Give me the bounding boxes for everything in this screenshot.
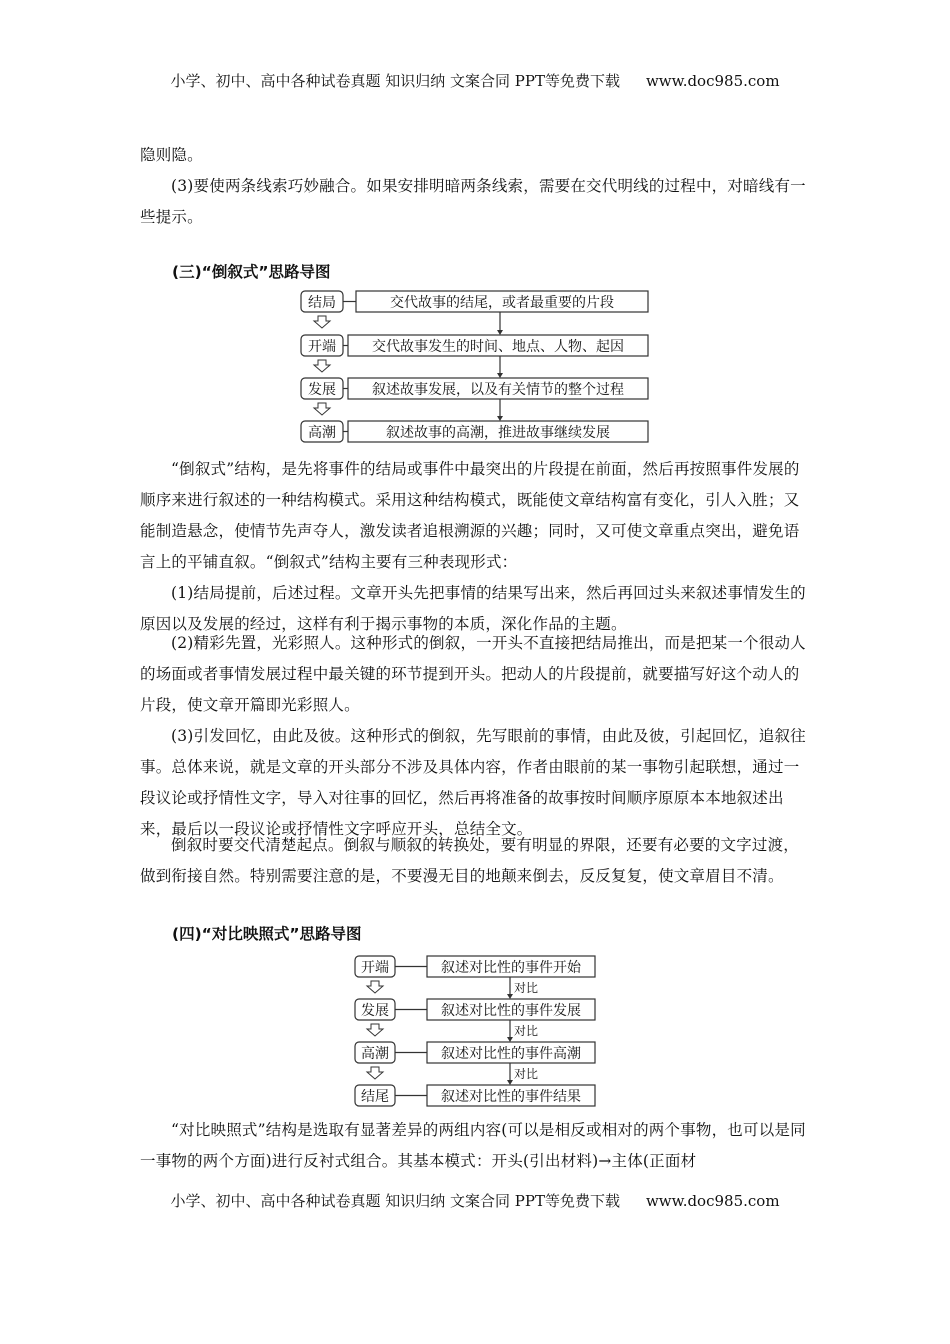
page-footer: [0, 1190, 950, 1211]
d1-stage-4: 高潮: [308, 425, 336, 441]
d1-desc-4: 叙述故事的高潮，推进故事继续发展: [386, 425, 610, 441]
section3-form3: (3)引发回忆，由此及彼。这种形式的倒叙，先写眼前的事情，由此及彼，引起回忆，追叙往事。总体来说，就是文章的开头部分不涉及具体内容，作者由眼前的某一事物引起联想，通过一段议论或抒情性文字，导入对往事的回忆，然后再将准备的故事按时间顺序原原本本地叙述出来，最后以一段议论或抒情性文字呼应开头，总结全文。: [140, 727, 806, 838]
section3-note: 倒叙时要交代清楚起点。倒叙与顺叙的转换处，要有明显的界限，还要有必要的文字过渡，做到衔接自然。特别需要注意的是，不要漫无目的地颠来倒去，反反复复，使文章眉目不清。: [140, 836, 800, 885]
section3-form1: (1)结局提前，后述过程。文章开头先把事情的结果写出来，然后再回过头来叙述事情发生的原因以及发展的经过，这样有利于揭示事物的本质，深化作品的主题。: [140, 584, 806, 633]
paragraph-3: (3)要使两条线索巧妙融合。如果安排明暗两条线索，需要在交代明线的过程中，对暗线有一些提示。: [140, 177, 806, 226]
d2-link-label-1: 对比: [514, 981, 539, 995]
section3-form2: (2)精彩先置，光彩照人。这种形式的倒叙，一开头不直接把结局推出，而是把某一个很动人的场面或者事情发展过程中最关键的环节提到开头。把动人的片段提前，就要描写好这个动人的片段，使文章开篇即光彩照人。: [140, 634, 806, 714]
d1-desc-3: 叙述故事发展，以及有关情节的整个过程: [372, 382, 624, 398]
header-url[interactable]: www.doc985.com: [645, 72, 780, 90]
d1-arrow-3: [497, 416, 503, 421]
d2-link-label-2: 对比: [514, 1024, 539, 1038]
d2-desc-1: 叙述对比性的事件开始: [441, 960, 581, 976]
d2-arrow-1: [507, 994, 513, 999]
d1-stage-2: 开端: [308, 339, 336, 355]
d1-stage-3: 发展: [308, 382, 336, 398]
page-header: [0, 70, 950, 91]
d1-desc-2: 交代故事发生的时间、地点、人物、起因: [372, 339, 624, 355]
d2-arrow-2: [507, 1037, 513, 1042]
d1-arrow-2: [497, 373, 503, 378]
section4-intro: “对比映照式”结构是选取有显著差异的两组内容(可以是相反或相对的两个事物，也可以是同一事物的两个方面)进行反衬式组合。其基本模式：开头(引出材料)→主体(正面材: [140, 1121, 806, 1170]
footer-text: 小学、初中、高中各种试卷真题 知识归纳 文案合同 PPT等免费下载: [170, 1192, 620, 1210]
d2-stage-3: 高潮: [361, 1046, 389, 1062]
d2-desc-3: 叙述对比性的事件高潮: [441, 1046, 581, 1062]
d1-stage-1: 结局: [308, 295, 336, 311]
section3-intro: “倒叙式”结构，是先将事件的结局或事件中最突出的片段提在前面，然后再按照事件发展的顺序来进行叙述的一种结构模式。采用这种结构模式，既能使文章结构富有变化，引人入胜；又能制造悬念，使情节先声夺人，激发读者追根溯源的兴趣；同时，又可使文章重点突出，避免语言上的平铺直叙。“倒叙式”结构主要有三种表现形式：: [140, 460, 800, 571]
section4-heading: (四)“对比映照式”思路导图: [172, 925, 362, 943]
down-arrow-icon: [367, 1067, 383, 1079]
section3-heading: (三)“倒叙式”思路导图: [172, 263, 331, 281]
d2-desc-4: 叙述对比性的事件结果: [441, 1089, 581, 1105]
d2-stage-4: 结尾: [361, 1089, 389, 1105]
flashback-diagram: [296, 286, 656, 446]
top-fragment: 隐则隐。: [140, 146, 203, 164]
down-arrow-icon: [314, 360, 330, 372]
d1-desc-1: 交代故事的结尾，或者最重要的片段: [390, 295, 614, 311]
down-arrow-icon: [367, 1024, 383, 1036]
d2-link-label-3: 对比: [514, 1067, 539, 1081]
d1-arrow-1: [497, 330, 503, 335]
down-arrow-icon: [314, 316, 330, 328]
d2-arrow-3: [507, 1080, 513, 1085]
down-arrow-icon: [367, 981, 383, 993]
header-text: 小学、初中、高中各种试卷真题 知识归纳 文案合同 PPT等免费下载: [170, 72, 620, 90]
d2-desc-2: 叙述对比性的事件发展: [441, 1003, 581, 1019]
footer-url[interactable]: www.doc985.com: [645, 1192, 780, 1210]
d2-stage-1: 开端: [361, 960, 389, 976]
contrast-diagram: [352, 952, 602, 1112]
d2-stage-2: 发展: [361, 1003, 389, 1019]
down-arrow-icon: [314, 403, 330, 415]
